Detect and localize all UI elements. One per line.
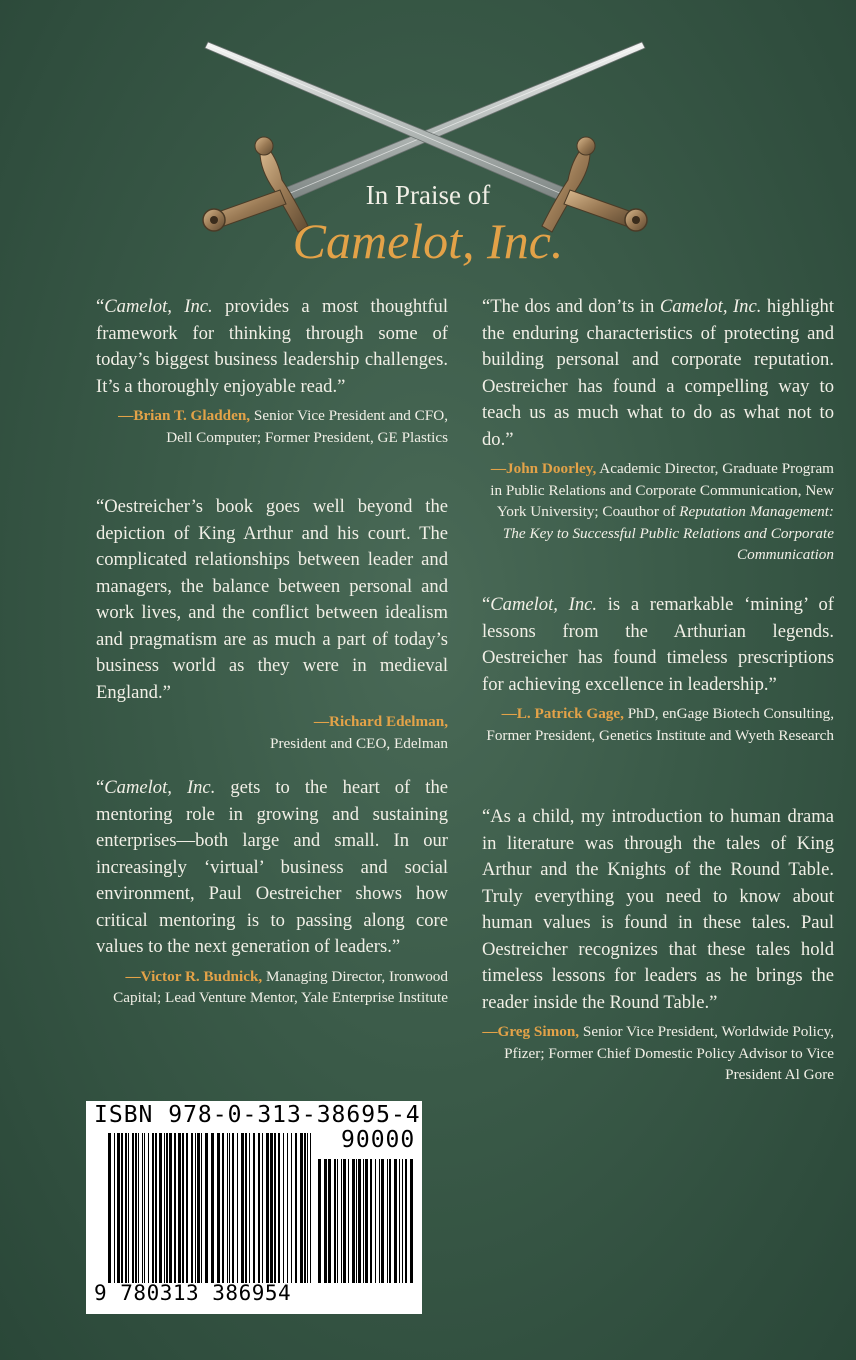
barcode-bar	[227, 1133, 228, 1283]
barcode-bar	[410, 1159, 413, 1283]
quote-author: —John Doorley,	[490, 460, 597, 477]
barcode-bar	[324, 1159, 327, 1283]
barcode-bar	[389, 1159, 391, 1283]
quote-budnick	[96, 775, 448, 1009]
barcode-bar	[108, 1133, 111, 1283]
barcode-bar	[370, 1159, 372, 1283]
barcode-bar	[387, 1159, 388, 1283]
barcode-bar	[307, 1133, 308, 1283]
quote-attribution: —Victor R. Budnick, Managing Director, Ironwood Capital; Lead Venture Mentor, Yale Enterprise Institute	[113, 967, 448, 1006]
barcode-bar	[152, 1133, 154, 1283]
barcode-bar	[262, 1133, 263, 1283]
barcode-bar	[348, 1159, 349, 1283]
barcode-bar	[341, 1159, 342, 1283]
barcode-bar	[363, 1159, 364, 1283]
quote-text: “Camelot, Inc. is a remarkable ‘mining’ of lessons from the Arthurian legends. Oestreicher has found timeless prescriptions for achieving excellence in leadership.”	[482, 594, 834, 695]
barcode-bar	[394, 1159, 397, 1283]
barcode-bar	[283, 1133, 284, 1283]
barcode-bar	[195, 1133, 196, 1283]
barcode-bar	[174, 1133, 176, 1283]
barcode-bar	[121, 1133, 123, 1283]
price-code: 90000	[341, 1127, 416, 1153]
barcode-bar	[132, 1133, 134, 1283]
addon-barcode-bars	[318, 1159, 414, 1283]
barcode-bar	[343, 1159, 346, 1283]
quote-simon	[482, 804, 834, 1086]
header-subtitle: In Praise of	[365, 180, 491, 210]
barcode-bar	[381, 1159, 384, 1283]
barcode-bar	[287, 1133, 288, 1283]
barcode-bar	[128, 1133, 129, 1283]
barcode-bar	[328, 1159, 331, 1283]
barcode-bar	[356, 1159, 357, 1283]
barcode-bar	[245, 1133, 247, 1283]
barcode-bar	[241, 1133, 244, 1283]
barcode-bar	[182, 1133, 184, 1283]
barcode-bar	[237, 1133, 238, 1283]
barcode-bar	[375, 1159, 376, 1283]
quote-attribution: —Greg Simon, Senior Vice President, Worldwide Policy, Pfizer; Former Chief Domestic Policy Advisor to Vice President Al Gore	[482, 1023, 834, 1083]
quote-author: —Victor R. Budnick,	[125, 967, 263, 985]
barcode-bar	[253, 1133, 255, 1283]
quote-edelman	[96, 494, 448, 754]
barcode-bar	[186, 1133, 188, 1283]
barcode-bar	[169, 1133, 172, 1283]
barcode-bar	[334, 1159, 336, 1283]
barcode-bar	[197, 1133, 200, 1283]
quote-gage	[482, 592, 834, 746]
barcode-bar	[166, 1133, 168, 1283]
barcode-bar	[211, 1133, 214, 1283]
barcode-bar	[249, 1133, 250, 1283]
barcode-bar	[358, 1159, 361, 1283]
barcode-digits: 9 780313 386954	[94, 1281, 292, 1305]
barcode-bar	[144, 1133, 145, 1283]
barcode-bar	[318, 1159, 321, 1283]
book-title: Camelot, Inc.	[292, 213, 564, 269]
quote-doorley	[482, 294, 834, 566]
quote-author: —Brian T. Gladden,	[118, 407, 251, 424]
barcode-bar	[310, 1133, 311, 1283]
barcode-bar	[159, 1133, 162, 1283]
quote-attribution: —Richard Edelman, President and CEO, Edelman	[270, 713, 448, 752]
barcode-bar	[300, 1133, 303, 1283]
barcode-bar	[155, 1133, 157, 1283]
quote-text: “Camelot, Inc. gets to the heart of the mentoring role in growing and sustaining enterprises—both large and small. In our increasingly ‘virtual’ business and social environment, Paul Oestreicher shows how critical mentoring is to passing along core values to the next generation of leaders.”	[96, 777, 448, 957]
barcode-bar	[258, 1133, 260, 1283]
barcode-bar	[291, 1133, 292, 1283]
barcode-bar	[405, 1159, 407, 1283]
quote-text: “The dos and don’ts in Camelot, Inc. highlight the enduring characteristics of protecting and building personal and corporate reputation. Oestreicher has found a compelling way to teach us as much what to do as what not to do.”	[482, 296, 834, 450]
barcode-bar	[178, 1133, 181, 1283]
barcode-bar	[222, 1133, 224, 1283]
barcode-bar	[142, 1133, 143, 1283]
barcode-bar	[148, 1133, 149, 1283]
barcode-bar	[304, 1133, 306, 1283]
isbn-number: ISBN 978-0-313-38695-4	[94, 1102, 421, 1128]
barcode-bar	[266, 1133, 269, 1283]
barcode-bar	[114, 1133, 115, 1283]
quote-attribution: —Brian T. Gladden, Senior Vice President and CFO, Dell Computer; Former President, GE Plastics	[118, 407, 448, 446]
barcode-bar	[399, 1159, 400, 1283]
barcode-bar	[232, 1133, 234, 1283]
barcode-bar	[274, 1133, 276, 1283]
quote-gladden	[96, 294, 448, 448]
barcode-bar	[217, 1133, 220, 1283]
barcode-bar	[229, 1133, 230, 1283]
barcode-bar	[270, 1133, 273, 1283]
barcode-bar	[191, 1133, 193, 1283]
barcode-bar	[117, 1133, 120, 1283]
barcode-bar	[125, 1133, 127, 1283]
barcode-bar	[278, 1133, 280, 1283]
quote-text: “Camelot, Inc. provides a most thoughtful framework for thinking through some of today’s biggest business leadership challenges. It’s a thoroughly enjoyable read.”	[96, 296, 448, 397]
barcode-bar	[379, 1159, 380, 1283]
barcode-bar	[138, 1133, 139, 1283]
quote-attribution: —John Doorley, Academic Director, Graduate Program in Public Relations and Corporate Communication, New York University; Coauthor of Reputation Management: The Key to Successful Public Relations and Corporate Communication	[490, 460, 834, 563]
barcode-bar	[337, 1159, 338, 1283]
main-barcode-bars	[108, 1133, 313, 1283]
barcode-bar	[402, 1159, 403, 1283]
barcode-bar	[352, 1159, 355, 1283]
quote-attribution: —L. Patrick Gage, PhD, enGage Biotech Consulting, Former President, Genetics Institute and Wyeth Research	[486, 705, 834, 744]
barcode-bar	[164, 1133, 165, 1283]
quote-author: —Richard Edelman,	[313, 713, 448, 730]
quote-text: “As a child, my introduction to human drama in literature was through the tales of King Arthur and the Knights of the Round Table. Truly everything you need to know about human values is found in these tales. Paul Oestreicher recognizes that these tales hold timeless lessons for leaders as he brings the reader inside the Round Table.”	[482, 806, 834, 1013]
barcode-bar	[295, 1133, 297, 1283]
barcode-bar	[201, 1133, 202, 1283]
quote-author: —Greg Simon,	[482, 1023, 580, 1040]
barcode-bar	[365, 1159, 368, 1283]
quote-text: “Oestreicher’s book goes well beyond the depiction of King Arthur and his court. The complicated relationships between leader and managers, the balance between personal and work lives, and the conflict between idealism and pragmatism are as much a part of today’s business world as they were in medieval England.”	[96, 496, 448, 703]
barcode-bar	[205, 1133, 208, 1283]
quote-author: —L. Patrick Gage,	[501, 705, 624, 722]
barcode-bar	[135, 1133, 137, 1283]
isbn-barcode	[86, 1101, 422, 1314]
